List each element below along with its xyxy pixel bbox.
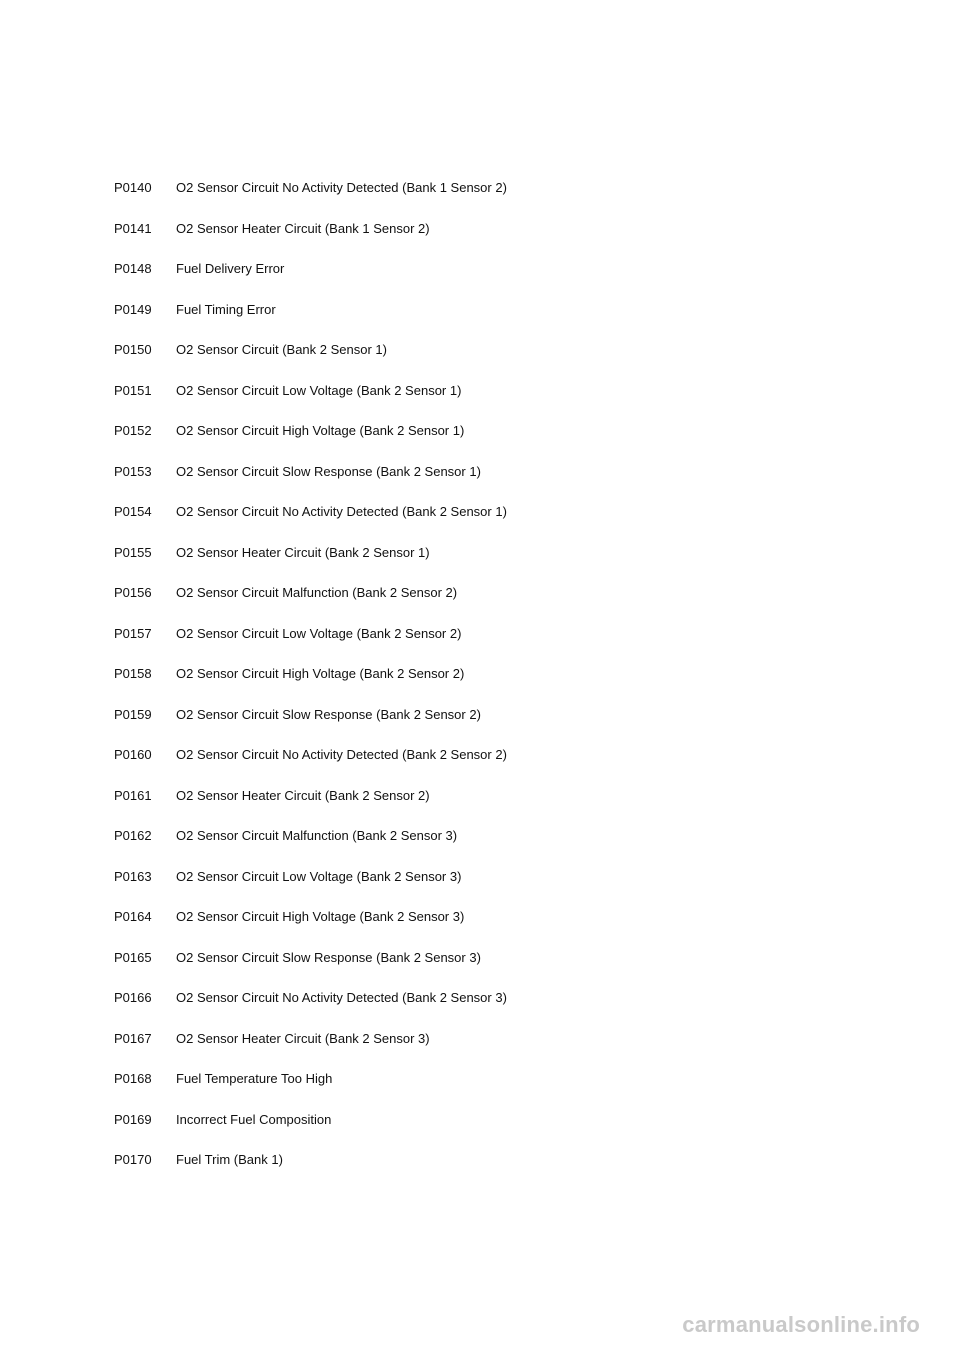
code-description: O2 Sensor Circuit No Activity Detected (Bank 1 Sensor 2)	[176, 180, 507, 196]
code-row	[114, 695, 874, 736]
code-row	[114, 1100, 874, 1141]
code-description: O2 Sensor Circuit Low Voltage (Bank 2 Sensor 3)	[176, 868, 462, 884]
code-id: P0152	[114, 423, 152, 439]
code-id: P0158	[114, 666, 152, 682]
code-id: P0166	[114, 990, 152, 1006]
code-description: Incorrect Fuel Composition	[176, 1111, 332, 1127]
code-description: Fuel Temperature Too High	[176, 1071, 333, 1087]
code-row	[114, 776, 874, 817]
code-id: P0160	[114, 747, 152, 763]
code-description: O2 Sensor Circuit (Bank 2 Sensor 1)	[176, 342, 387, 358]
code-row	[114, 614, 874, 655]
code-description: O2 Sensor Heater Circuit (Bank 2 Sensor 1)	[176, 544, 430, 560]
code-description: O2 Sensor Circuit Malfunction (Bank 2 Sensor 2)	[176, 585, 458, 601]
code-id: P0169	[114, 1111, 152, 1127]
code-row	[114, 168, 874, 209]
code-id: P0168	[114, 1071, 152, 1087]
code-row	[114, 1019, 874, 1060]
code-row	[114, 452, 874, 493]
code-id: P0156	[114, 585, 152, 601]
code-row	[114, 411, 874, 452]
code-row	[114, 1059, 874, 1100]
code-id: P0165	[114, 949, 152, 965]
code-description: O2 Sensor Heater Circuit (Bank 1 Sensor 2)	[176, 220, 430, 236]
code-id: P0170	[114, 1152, 152, 1168]
code-row	[114, 938, 874, 979]
code-id: P0167	[114, 1030, 152, 1046]
code-row	[114, 897, 874, 938]
code-id: P0148	[114, 261, 152, 277]
code-row	[114, 249, 874, 290]
code-id: P0159	[114, 706, 152, 722]
code-description: O2 Sensor Circuit Malfunction (Bank 2 Sensor 3)	[176, 828, 458, 844]
code-description: O2 Sensor Circuit High Voltage (Bank 2 Sensor 1)	[176, 423, 465, 439]
code-description: O2 Sensor Circuit Slow Response (Bank 2 Sensor 1)	[176, 463, 481, 479]
code-id: P0150	[114, 342, 152, 358]
code-row	[114, 654, 874, 695]
trouble-code-list	[114, 168, 874, 1181]
code-row	[114, 209, 874, 250]
code-description: O2 Sensor Circuit No Activity Detected (Bank 2 Sensor 3)	[176, 990, 507, 1006]
code-description: Fuel Delivery Error	[176, 261, 285, 277]
code-row	[114, 857, 874, 898]
code-id: P0149	[114, 301, 152, 317]
code-row	[114, 816, 874, 857]
code-row	[114, 371, 874, 412]
code-description: O2 Sensor Heater Circuit (Bank 2 Sensor 3)	[176, 1030, 430, 1046]
code-description: O2 Sensor Circuit No Activity Detected (Bank 2 Sensor 1)	[176, 504, 507, 520]
code-row	[114, 290, 874, 331]
code-row	[114, 330, 874, 371]
code-description: O2 Sensor Circuit No Activity Detected (Bank 2 Sensor 2)	[176, 747, 507, 763]
code-id: P0164	[114, 909, 152, 925]
code-id: P0153	[114, 463, 152, 479]
code-description: O2 Sensor Circuit Slow Response (Bank 2 Sensor 3)	[176, 949, 481, 965]
code-id: P0157	[114, 625, 152, 641]
code-id: P0163	[114, 868, 152, 884]
code-description: Fuel Trim (Bank 1)	[176, 1152, 283, 1168]
code-row	[114, 1140, 874, 1181]
code-description: O2 Sensor Circuit Low Voltage (Bank 2 Sensor 1)	[176, 382, 462, 398]
code-description: Fuel Timing Error	[176, 301, 276, 317]
code-id: P0140	[114, 180, 152, 196]
code-description: O2 Sensor Circuit High Voltage (Bank 2 Sensor 2)	[176, 666, 465, 682]
code-description: O2 Sensor Circuit Slow Response (Bank 2 Sensor 2)	[176, 706, 481, 722]
code-id: P0155	[114, 544, 152, 560]
code-row	[114, 492, 874, 533]
code-description: O2 Sensor Circuit Low Voltage (Bank 2 Sensor 2)	[176, 625, 462, 641]
code-row	[114, 573, 874, 614]
code-id: P0154	[114, 504, 152, 520]
code-description: O2 Sensor Heater Circuit (Bank 2 Sensor 2)	[176, 787, 430, 803]
site-watermark: carmanualsonline.info	[682, 1312, 920, 1337]
code-row	[114, 735, 874, 776]
code-row	[114, 978, 874, 1019]
code-row	[114, 533, 874, 574]
code-id: P0162	[114, 828, 152, 844]
code-id: P0141	[114, 220, 152, 236]
code-description: O2 Sensor Circuit High Voltage (Bank 2 Sensor 3)	[176, 909, 465, 925]
code-id: P0161	[114, 787, 152, 803]
code-id: P0151	[114, 382, 152, 398]
